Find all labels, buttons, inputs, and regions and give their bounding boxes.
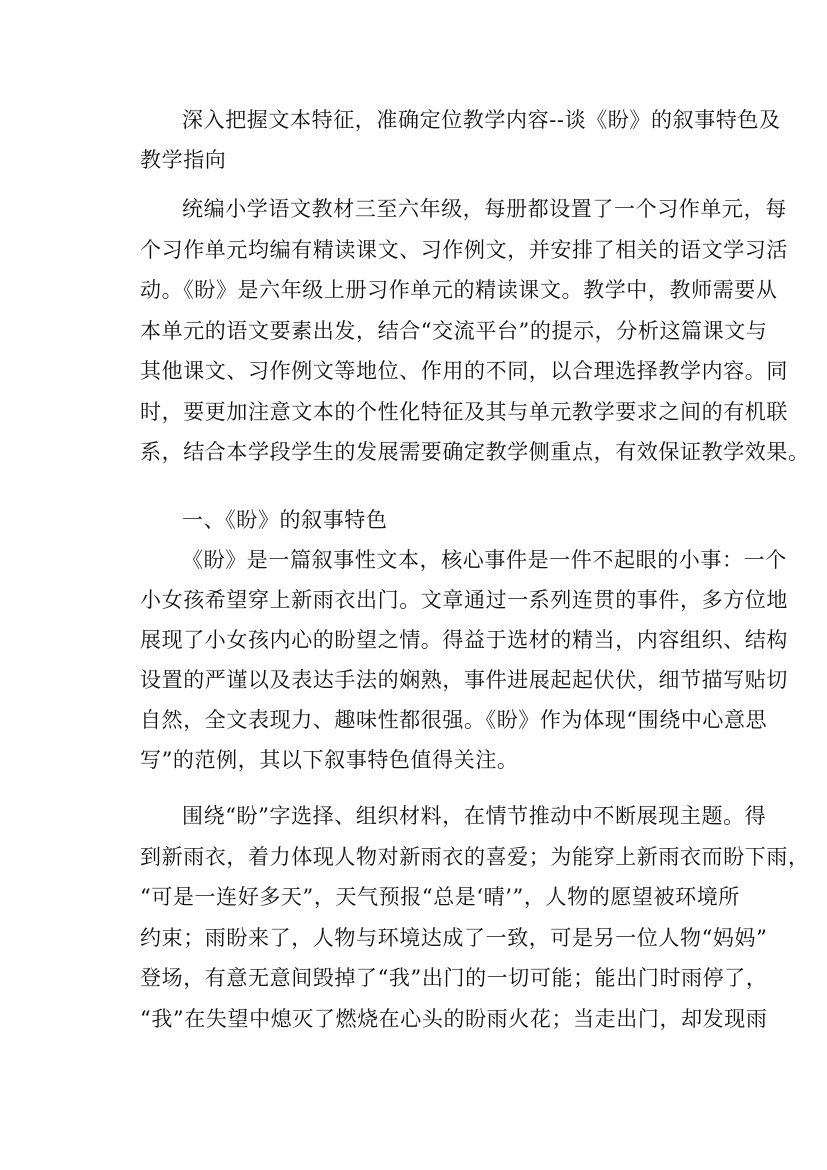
title-line: 深入把握文本特征，准确定位教学内容--谈《盼》的叙事特色及 bbox=[182, 108, 781, 132]
paragraph-line: 《盼》是一篇叙事性文本，核心事件是一件不起眼的小事：一个 bbox=[182, 548, 787, 572]
paragraph-line: 展现了小女孩内心的盼望之情。得益于选材的精当，内容组织、结构 bbox=[140, 628, 788, 652]
paragraph-line: “可是一连好多天”，天气预报“总是‘晴’”，人物的愿望被环境所 bbox=[140, 885, 740, 909]
paragraph-line: “我”在失望中熄灭了燃烧在心头的盼雨火花；当走出门，却发现雨 bbox=[140, 1006, 768, 1031]
paragraph-line: 动。《盼》是六年级上册习作单元的精读课文。教学中，教师需要从 bbox=[140, 278, 778, 302]
paragraph-line: 登场，有意无意间毁掉了“我”出门的一切可能；能出门时雨停了， bbox=[140, 966, 768, 990]
section-heading-text: 一、《盼》的叙事特色 bbox=[182, 508, 388, 532]
paragraph-line: 个习作单元均编有精读课文、习作例文，并安排了相关的语文学习活 bbox=[140, 237, 788, 262]
paragraph-line: 其他课文、习作例文等地位、作用的不同，以合理选择教学内容。同 bbox=[140, 359, 788, 383]
paragraph-line: 到新雨衣，着力体现人物对新雨衣的喜爱；为能穿上新雨衣而盼下雨， bbox=[140, 844, 810, 869]
paragraph-line: 自然，全文表现力、趣味性都很强。《盼》作为体现“围绕中心意思 bbox=[140, 708, 768, 732]
title-line: 教学指向 bbox=[140, 148, 227, 172]
paragraph-line: 约束；雨盼来了，人物与环境达成了一致，可是另一位人物“妈妈” bbox=[140, 925, 768, 950]
paragraph-line: 本单元的语文要素出发，结合“交流平台”的提示，分析这篇课文与 bbox=[140, 318, 768, 343]
document-title bbox=[140, 100, 781, 180]
paragraph-line: 写”的范例，其以下叙事特色值得关注。 bbox=[140, 748, 519, 772]
paragraph-line: 围绕“盼”字选择、组织材料，在情节推动中不断展现主题。得 bbox=[182, 804, 767, 828]
paragraph-intro bbox=[140, 189, 810, 473]
paragraph-line: 设置的严谨以及表达手法的娴熟，事件进展起起伏伏，细节描写贴切 bbox=[140, 668, 788, 692]
paragraph-material-selection bbox=[140, 796, 810, 1039]
paragraph-line: 时，要更加注意文本的个性化特征及其与单元教学要求之间的有机联 bbox=[140, 399, 788, 424]
paragraph-line: 统编小学语文教材三至六年级，每册都设置了一个习作单元，每 bbox=[182, 197, 787, 221]
paragraph-narrative-features bbox=[140, 540, 788, 780]
paragraph-line: 小女孩希望穿上新雨衣出门。文章通过一系列连贯的事件，多方位地 bbox=[140, 588, 788, 612]
section-heading bbox=[140, 500, 700, 540]
paragraph-line: 系，结合本学段学生的发展需要确定教学侧重点，有效保证教学效果。 bbox=[140, 440, 810, 464]
